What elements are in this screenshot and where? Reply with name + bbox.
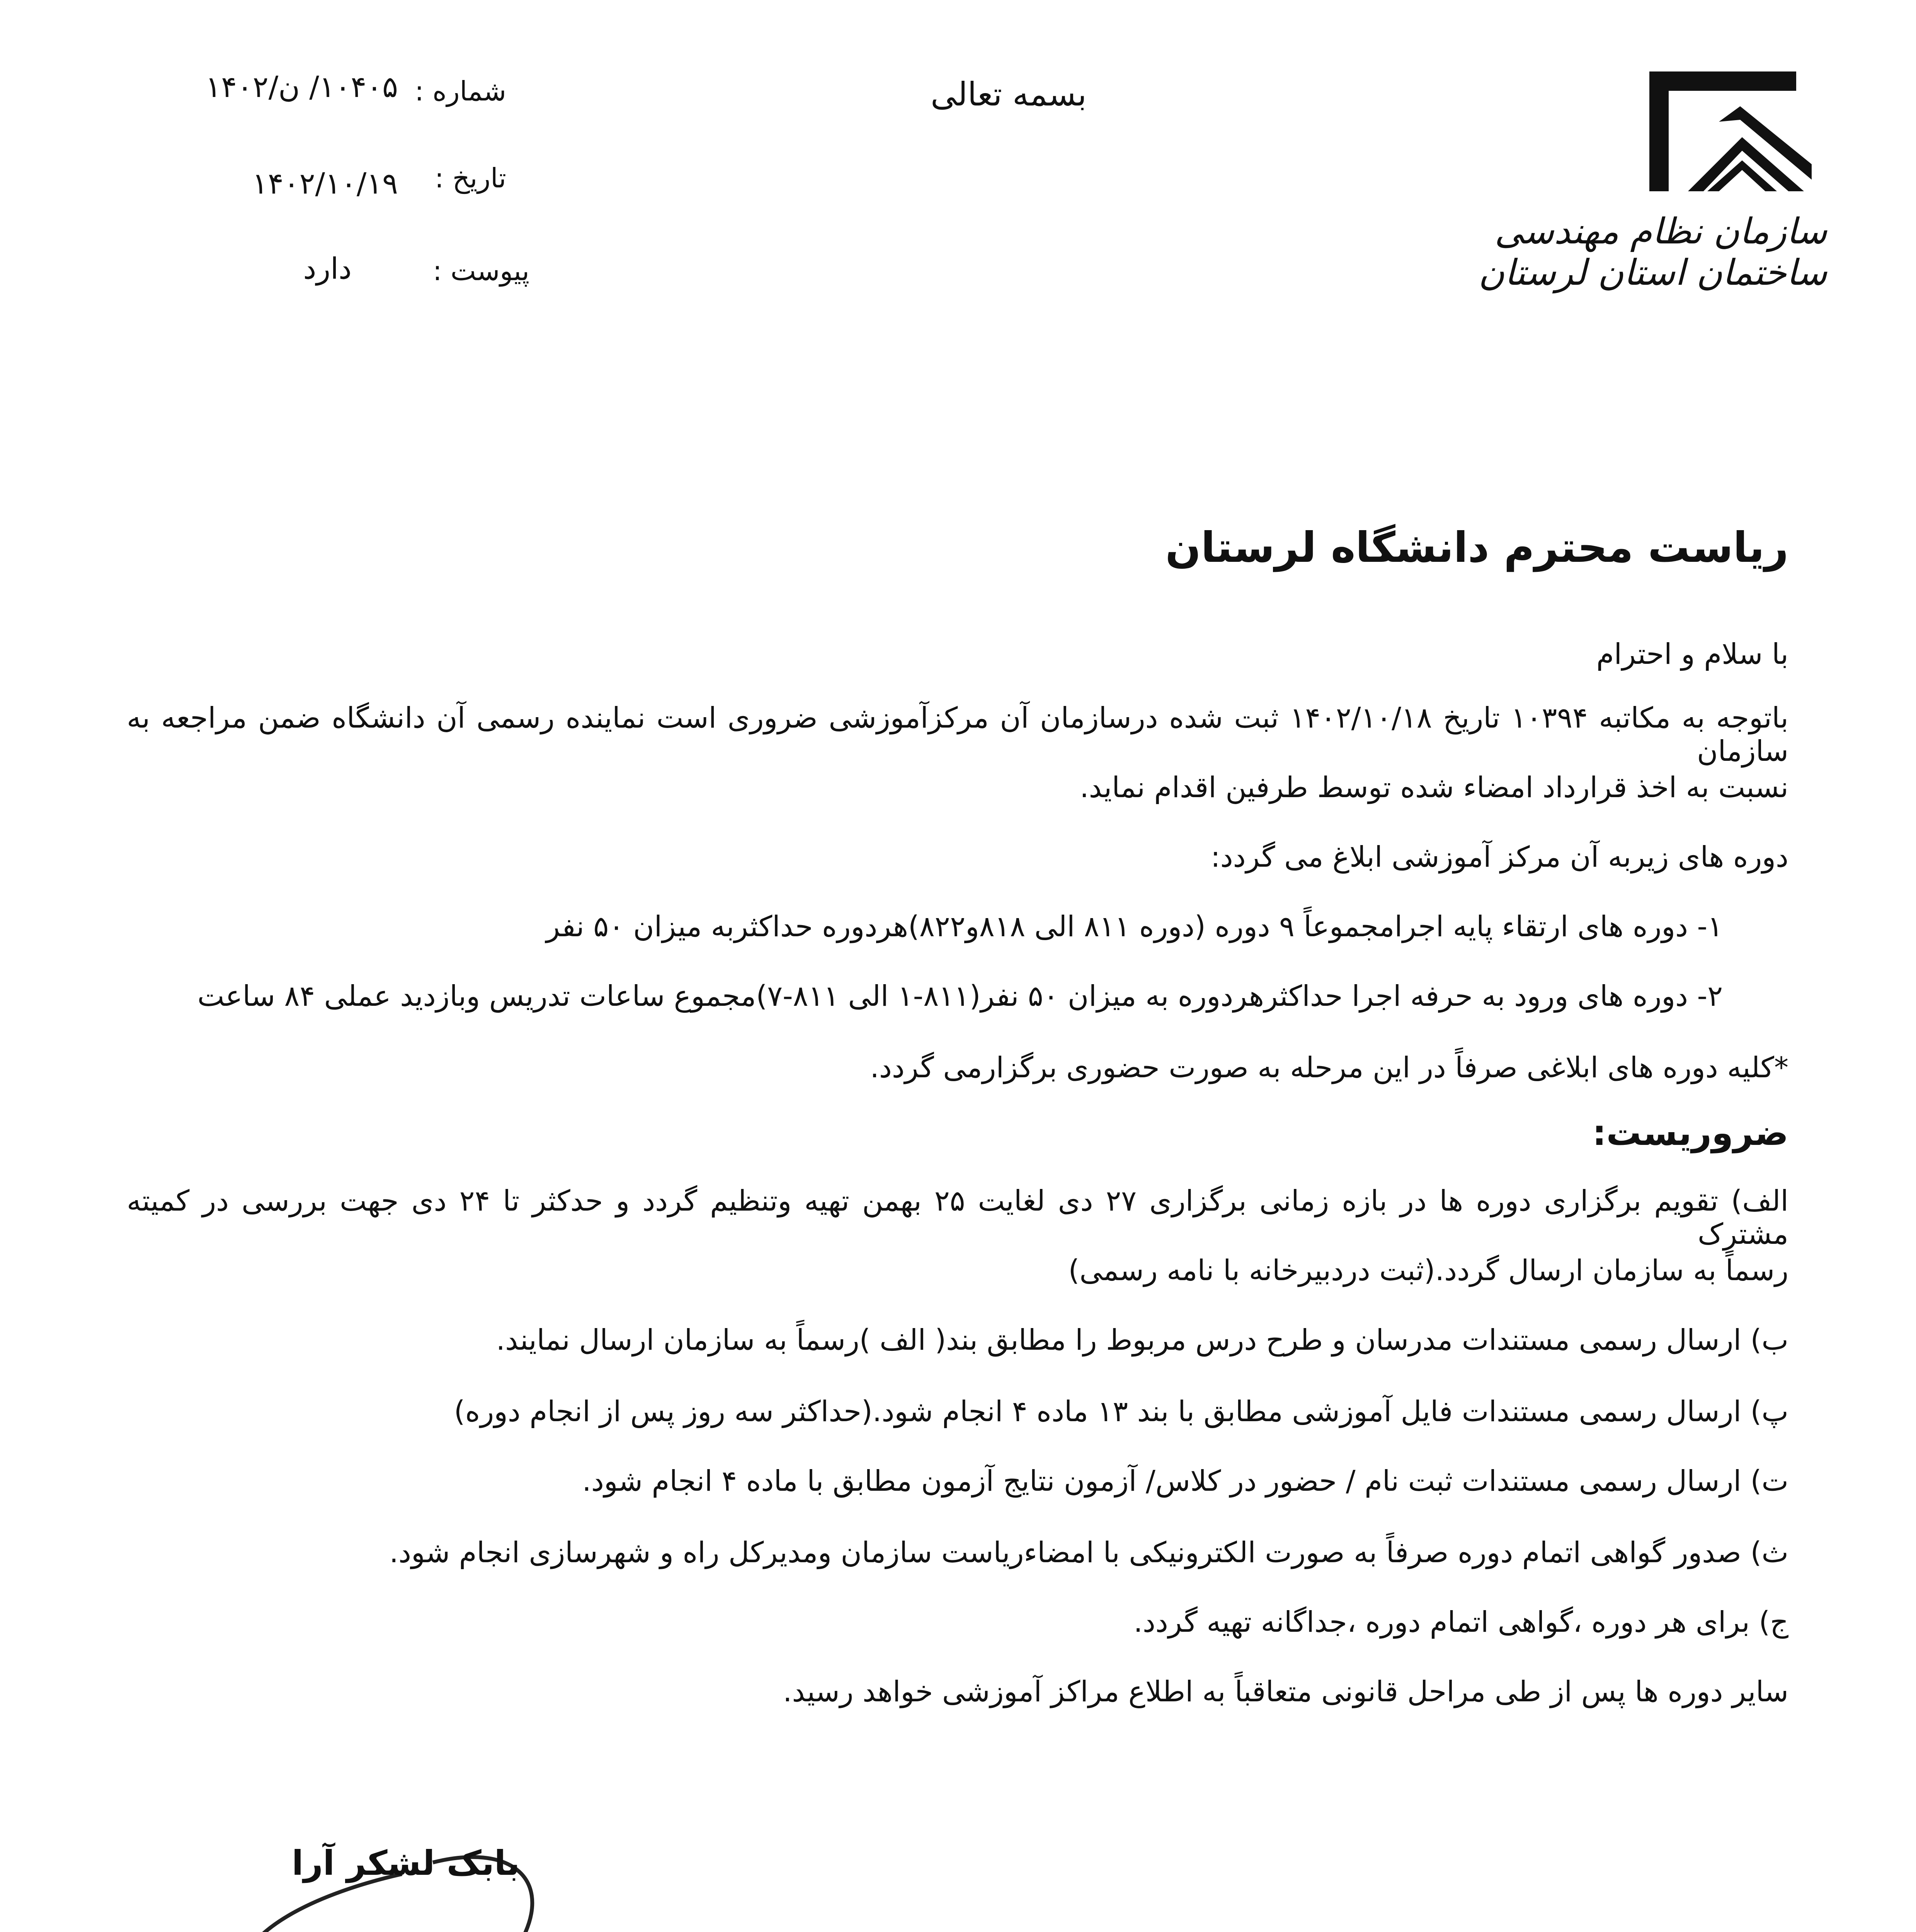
letter-date: ۱۴۰۲/۱۰/۱۹ (252, 166, 398, 201)
requirement-be: ب) ارسال رسمی مستندات مدرسان و طرح درس مربوط را مطابق بند( الف )رسماً به سازمان ارسال نمایند. (496, 1323, 1788, 1357)
signatory-name: بابک لشکر آرا (291, 1843, 520, 1883)
greeting: با سلام و احترام (1596, 638, 1788, 671)
date-label: تاریخ : (434, 162, 506, 194)
organization-name: سازمان نظام مهندسی ساختمان استان لرستان (1478, 211, 1827, 293)
paragraph-1-line-2: نسبت به اخذ قرارداد امضاء شده توسط طرفین اقدام نماید. (1080, 771, 1788, 804)
attachment-value: دارد (303, 251, 352, 286)
letter-number: ۱۰۴۰۵/ ن/۱۴۰۲ (205, 70, 398, 104)
requirement-alef-line-2: رسماً به سازمان ارسال گردد.(ثبت دردبیرخانه با نامه رسمی) (1068, 1254, 1788, 1287)
bismillah-heading: بسمه تعالی (931, 75, 1087, 113)
attachment-label: پیوست : (433, 255, 529, 287)
course-item-2: ۲- دوره های ورود به حرفه اجرا حداکثرهردوره به میزان ۵۰ نفر(۸۱۱-۱ الی ۸۱۱-۷)مجموع ساعات تدریس وبازدید عملی ۸۴ ساعت (197, 980, 1723, 1013)
course-item-1: ۱- دوره های ارتقاء پایه اجرامجموعاً ۹ دوره (دوره ۸۱۱ الی ۸۱۸و۸۲۲)هردوره حداکثربه میزان ۵۰ نفر (546, 910, 1723, 943)
requirement-se: ث) صدور گواهی اتمام دوره صرفاً به صورت الکترونیکی با امضاءریاست سازمان ومدیرکل راه و شهرسازی انجام شود. (389, 1536, 1788, 1569)
requirement-alef-line-1: الف) تقویم برگزاری دوره ها در بازه زمانی برگزاری ۲۷ دی لغایت ۲۵ بهمن تهیه وتنظیم گردد و حدکثر تا ۲۴ دی جهت بررسی در کمیته مشترک (127, 1184, 1788, 1251)
recipient: ریاست محترم دانشگاه لرستان (1165, 524, 1788, 572)
requirement-jim: ج) برای هر دوره ،گواهی اتمام دوره ،جداگانه تهیه گردد. (1133, 1605, 1788, 1639)
in-person-note: *کلیه دوره های ابلاغی صرفاً در این مرحله به صورت حضوری برگزارمی گردد. (870, 1051, 1788, 1084)
requirements-heading: ضروریست: (1592, 1113, 1788, 1153)
organization-logo (1642, 68, 1812, 195)
requirement-pe: پ) ارسال رسمی مستندات فایل آموزشی مطابق با بند ۱۳ ماده ۴ انجام شود.(حداکثر سه روز پس از انجام دوره) (454, 1395, 1788, 1428)
requirement-te: ت) ارسال رسمی مستندات ثبت نام / حضور در کلاس/ آزمون نتایج آزمون مطابق با ماده ۴ انجام شود. (582, 1464, 1788, 1498)
paragraph-1-line-1: باتوجه به مکاتبه ۱۰۳۹۴ تاریخ ۱۴۰۲/۱۰/۱۸ ثبت شده درسازمان آن مرکزآموزشی ضروری است نماینده رسمی آن دانشگاه ضمن مراجعه به سازمان (127, 701, 1788, 768)
closing-sentence: سایر دوره ها پس از طی مراحل قانونی متعاقباً به اطلاع مراکز آموزشی خواهد رسید. (783, 1675, 1788, 1708)
number-label: شماره : (415, 75, 506, 107)
courses-intro: دوره های زیربه آن مرکز آموزشی ابلاغ می گردد: (1210, 840, 1788, 874)
building-logo-icon (1642, 68, 1812, 195)
